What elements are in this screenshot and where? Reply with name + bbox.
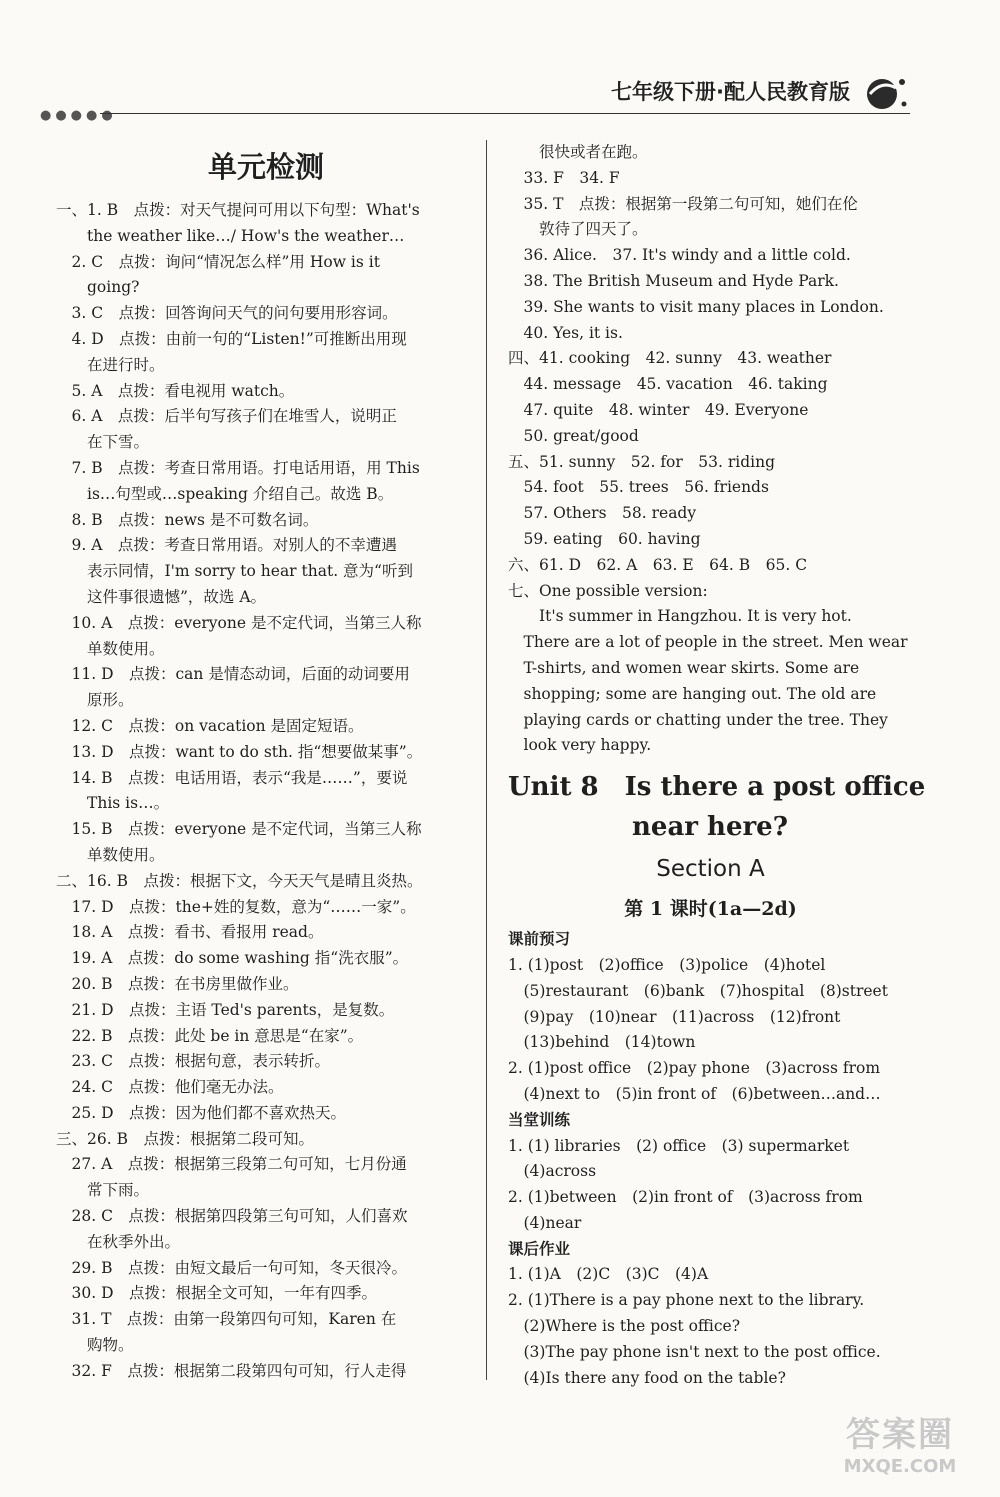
answer-line: (4)next to (5)in front of (6)between…and… [508, 1084, 881, 1103]
answer-line: 54. foot 55. trees 56. friends [508, 478, 769, 497]
answer-line: 3. C 点拨：回答询问天气的问句要用形容词。 [56, 304, 398, 323]
answer-line: shopping; some are hanging out. The old are [508, 684, 877, 703]
watermark-url: MXQE.COM [843, 1456, 957, 1477]
answer-line: 23. C 点拨：根据句意，表示转折。 [56, 1052, 330, 1071]
answer-line: 36. Alice. 37. It's windy and a little cold. [508, 246, 851, 265]
answer-line: the weather like…/ How's the weather… [56, 226, 405, 245]
answer-line: 6. A 点拨：后半句写孩子们在堆雪人，说明正 [56, 407, 397, 426]
answer-line: 38. The British Museum and Hyde Park. [508, 271, 839, 290]
answer-line: 二、16. B 点拨：根据下文，今天天气是晴且炎热。 [56, 871, 423, 890]
answer-line: (9)pay (10)near (11)across (12)front [508, 1007, 841, 1026]
left-column [56, 140, 476, 1385]
answer-line: playing cards or chatting under the tree. They [508, 710, 888, 729]
answer-line: 单数使用。 [56, 639, 165, 658]
unit-title-line-1: Unit 8 Is there a post office [508, 772, 926, 803]
answer-line: going? [56, 278, 140, 297]
answer-line: 10. A 点拨：everyone 是不定代词，当第三人称 [56, 613, 422, 632]
class-training-answers [508, 1134, 913, 1237]
answer-line: 1. (1)post (2)office (3)police (4)hotel [508, 955, 826, 974]
answer-line: 22. B 点拨：此处 be in 意思是“在家”。 [56, 1026, 364, 1045]
answer-line: 25. D 点拨：因为他们都不喜欢热天。 [56, 1103, 347, 1122]
answer-line: 19. A 点拨：do some washing 指“洗衣服”。 [56, 949, 409, 968]
answer-line: 33. F 34. F [508, 168, 620, 187]
lesson-title: 第 1 课时(1a—2d) [624, 898, 797, 921]
answer-line: 40. Yes, it is. [508, 323, 623, 342]
answer-line: 三、26. B 点拨：根据第二段可知。 [56, 1129, 314, 1148]
answer-line: 1. (1) libraries (2) office (3) supermarket [508, 1136, 850, 1155]
answer-line: 47. quite 48. winter 49. Everyone [508, 400, 809, 419]
answer-line: 15. B 点拨：everyone 是不定代词，当第三人称 [56, 820, 422, 839]
unit-test-title: 单元检测 [207, 150, 324, 184]
answer-line: (13)behind (14)town [508, 1033, 696, 1052]
answer-line: 17. D 点拨：the+姓的复数，意为“……一家”。 [56, 897, 416, 916]
answer-line: 很快或者在跑。 [508, 143, 648, 161]
answer-line: 21. D 点拨：主语 Ted's parents，是复数。 [56, 1000, 395, 1019]
answer-line: T-shirts, and women wear skirts. Some are [508, 658, 860, 677]
answer-line: (3)The pay phone isn't next to the post office. [508, 1342, 881, 1361]
answer-line: (4)across [508, 1162, 597, 1181]
preview-heading: 课前预习 [508, 930, 571, 949]
answer-line: There are a lot of people in the street. Men wear [508, 633, 908, 652]
answer-line: 5. A 点拨：看电视用 watch。 [56, 381, 295, 400]
preview-answers [508, 953, 913, 1108]
page-header-title: 七年级下册·配人民教育版 [611, 80, 850, 104]
answer-line: (2)Where is the post office? [508, 1317, 741, 1336]
homework-heading: 课后作业 [508, 1239, 571, 1258]
answer-line: 在下雪。 [56, 433, 150, 452]
answer-line: 20. B 点拨：在书房里做作业。 [56, 974, 299, 993]
answer-line: 4. D 点拨：由前一句的“Listen!”可推断出用现 [56, 329, 407, 348]
answer-line: 2. C 点拨：询问“情况怎么样”用 How is it [56, 252, 380, 271]
answer-line: 9. A 点拨：考查日常用语。对别人的不幸遭遇 [56, 536, 397, 555]
homework-answers [508, 1262, 913, 1391]
answer-line: 44. message 45. vacation 46. taking [508, 375, 828, 394]
answer-line: 购物。 [56, 1336, 134, 1355]
class-training-heading: 当堂训练 [508, 1110, 571, 1129]
watermark-logo [830, 1407, 970, 1479]
answer-line: 27. A 点拨：根据第三段第二句可知，七月份通 [56, 1155, 407, 1174]
answer-line: 8. B 点拨：news 是不可数名词。 [56, 510, 319, 529]
section-title: Section A [656, 856, 765, 883]
answer-line: 2. (1)There is a pay phone next to the library. [508, 1291, 865, 1310]
answer-line: 31. T 点拨：由第一段第四句可知，Karen 在 [56, 1310, 397, 1329]
answer-line: 在进行时。 [56, 355, 165, 374]
watermark-text: 答案圈 [846, 1415, 954, 1455]
answer-line: 29. B 点拨：由短文最后一句可知，冬天很冷。 [56, 1258, 407, 1277]
header-logo-icon [860, 68, 910, 118]
answer-line: 这件事很遗憾”，故选 A。 [56, 587, 267, 606]
answer-line: 57. Others 58. ready [508, 504, 697, 523]
answer-line: 五、51. sunny 52. for 53. riding [508, 452, 776, 471]
answer-line: 表示同情，I'm sorry to hear that. 意为“听到 [56, 562, 413, 581]
answer-line: 59. eating 60. having [508, 529, 701, 548]
header-rule [100, 113, 910, 114]
answer-line: 2. (1)post office (2)pay phone (3)across from [508, 1059, 881, 1078]
answer-line: 28. C 点拨：根据第四段第三句可知，人们喜欢 [56, 1207, 408, 1226]
answer-line: 32. F 点拨：根据第二段第四句可知，行人走得 [56, 1361, 407, 1380]
answer-line: 原形。 [56, 691, 134, 710]
answer-line: 35. T 点拨：根据第一段第二句可知，她们在伦 [508, 194, 858, 213]
answer-line: 单数使用。 [56, 845, 165, 864]
answer-line: 七、One possible version: [508, 581, 708, 600]
answer-line: 39. She wants to visit many places in London. [508, 297, 884, 316]
answer-line: 一、1. B 点拨：对天气提问可用以下句型：What's [56, 201, 420, 219]
answer-line: 六、61. D 62. A 63. E 64. B 65. C [508, 555, 808, 574]
answer-line: 2. (1)between (2)in front of (3)across from [508, 1188, 863, 1207]
answer-line: 50. great/good [508, 426, 639, 445]
answer-line: (4)Is there any food on the table? [508, 1368, 786, 1387]
answer-line: It's summer in Hangzhou. It is very hot. [508, 607, 852, 626]
left-answer-list [56, 198, 476, 1385]
answer-line: 14. B 点拨：电话用语，表示“我是……”，要说 [56, 768, 408, 787]
right-column [508, 140, 926, 1391]
answer-line: 11. D 点拨：can 是情态动词，后面的动词要用 [56, 665, 410, 684]
answer-line: 1. (1)A (2)C (3)C (4)A [508, 1265, 709, 1284]
column-divider [486, 140, 487, 1380]
header-dots: ●●●●● [40, 108, 117, 123]
answer-line: 12. C 点拨：on vacation 是固定短语。 [56, 716, 364, 735]
answer-line: (4)near [508, 1213, 582, 1232]
answer-line: 18. A 点拨：看书、看报用 read。 [56, 923, 324, 942]
answer-line: look very happy. [508, 736, 652, 755]
answer-line: 常下雨。 [56, 1181, 150, 1200]
answer-line: 24. C 点拨：他们毫无办法。 [56, 1078, 284, 1097]
answer-line: is…句型或…speaking 介绍自己。故选 B。 [56, 484, 394, 503]
answer-line: This is…。 [56, 794, 170, 813]
answer-line: 敦待了四天了。 [508, 220, 648, 239]
unit-title-line-2: near here? [632, 812, 788, 843]
right-answer-list [508, 140, 913, 759]
answer-line: 7. B 点拨：考查日常用语。打电话用语，用 This [56, 458, 420, 477]
answer-line: (5)restaurant (6)bank (7)hospital (8)street [508, 981, 888, 1000]
answer-line: 在秋季外出。 [56, 1232, 181, 1251]
answer-line: 13. D 点拨：want to do sth. 指“想要做某事”。 [56, 742, 423, 761]
unit-8-title [508, 767, 926, 847]
answer-line: 四、41. cooking 42. sunny 43. weather [508, 349, 832, 368]
answer-line: 30. D 点拨：根据全文可知，一年有四季。 [56, 1284, 378, 1303]
